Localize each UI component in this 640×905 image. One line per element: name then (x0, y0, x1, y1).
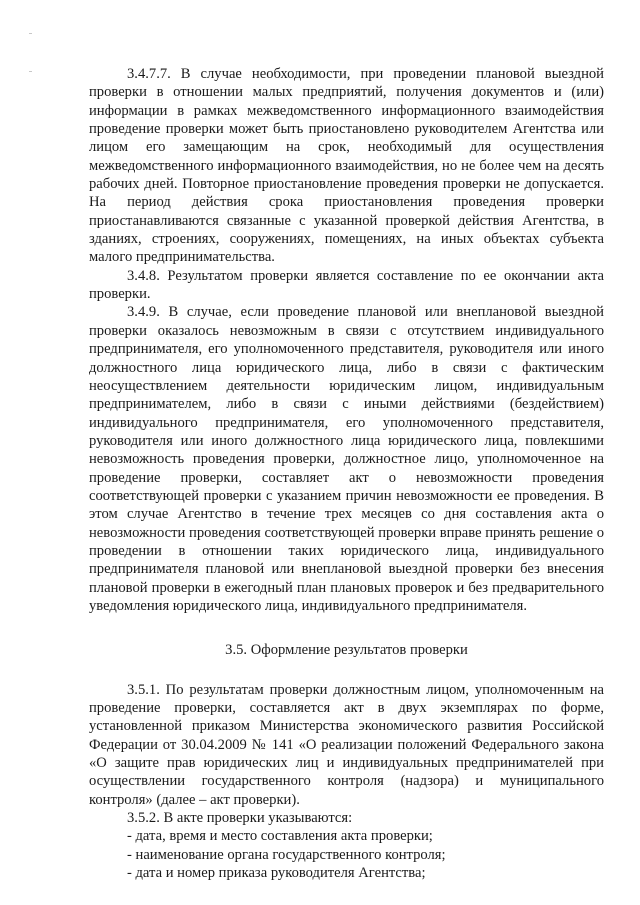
list-item: - дата и номер приказа руководителя Агентства; (127, 865, 426, 882)
section-heading: 3.5. Оформление результатов проверки (225, 642, 468, 659)
paragraph-3-4-8: 3.4.8. Результатом проверки является составление по ее окончании акта проверки. (89, 267, 604, 303)
list-item: - дата, время и место составления акта проверки; (127, 828, 433, 845)
scan-speck (29, 33, 32, 34)
paragraph-3-5-2: 3.5.2. В акте проверки указываются: (127, 810, 353, 827)
list-item: - наименование органа государственного контроля; (127, 846, 446, 863)
paragraph-3-4-9: 3.4.9. В случае, если проведение плановой или внеплановой выездной проверки оказалось невозможным в связи с отсутствием индивидуального предпринимателя, его уполномоченного представителя, руководителя или иного должностного лица юридического лица, либо в связи с фактическим неосуществлением деятельности юридическим лицом, индивидуальным предпринимателем, либо в связи с иными действиями (бездействием) индивидуального предпринимателя, его уполномоченного представителя, руководителя или иного должностного лица юридического лица, повлекшими невозможность проведения проверки, должностное лицо, уполномоченное на проведение проверки, составляет акт о невозможности проведения соответствующей проверки с указанием причин невозможности ее проведения. В этом случае Агентство в течение трех месяцев со дня составления акта о невозможности проведения соответствующей проверки вправе принять решение о проведении в отношении таких юридического лица, индивидуального предпринимателя плановой или внеплановой выездной проверки без внесения плановой проверки в ежегодный план плановых проверок и без предварительного уведомления юридического лица, индивидуального предпринимателя. (89, 304, 604, 614)
document-page (89, 65, 604, 882)
scan-speck (29, 71, 32, 72)
paragraph-3-5-1: 3.5.1. По результатам проверки должностным лицом, уполномоченным на проведение проверки, составляется акт в двух экземплярах по форме, установленной приказом Министерства экономического развития Российской Федерации от 30.04.2009 № 141 «О реализации положений Федерального закона «О защите прав юридических лиц и индивидуальных предпринимателей при осуществлении государственного контроля (надзора) и муниципального контроля» (далее – акт проверки). (89, 681, 604, 808)
paragraph-3-4-7-7: 3.4.7.7. В случае необходимости, при проведении плановой выездной проверки в отношении малых предприятий, получения документов и (или) информации в рамках межведомственного информационного взаимодействия проведение проверки может быть приостановлено руководителем Агентства или лицом его замещающим на срок, необходимый для осуществления межведомственного информационного взаимодействия, но не более чем на десять рабочих дней. Повторное приостановление проведения проверки не допускается. На период действия срока приостановления проведения проверки приостанавливаются связанные с указанной проверкой действия Агентства, в зданиях, строениях, сооружениях, помещениях, на иных объектах субъекта малого предпринимательства. (89, 66, 604, 266)
